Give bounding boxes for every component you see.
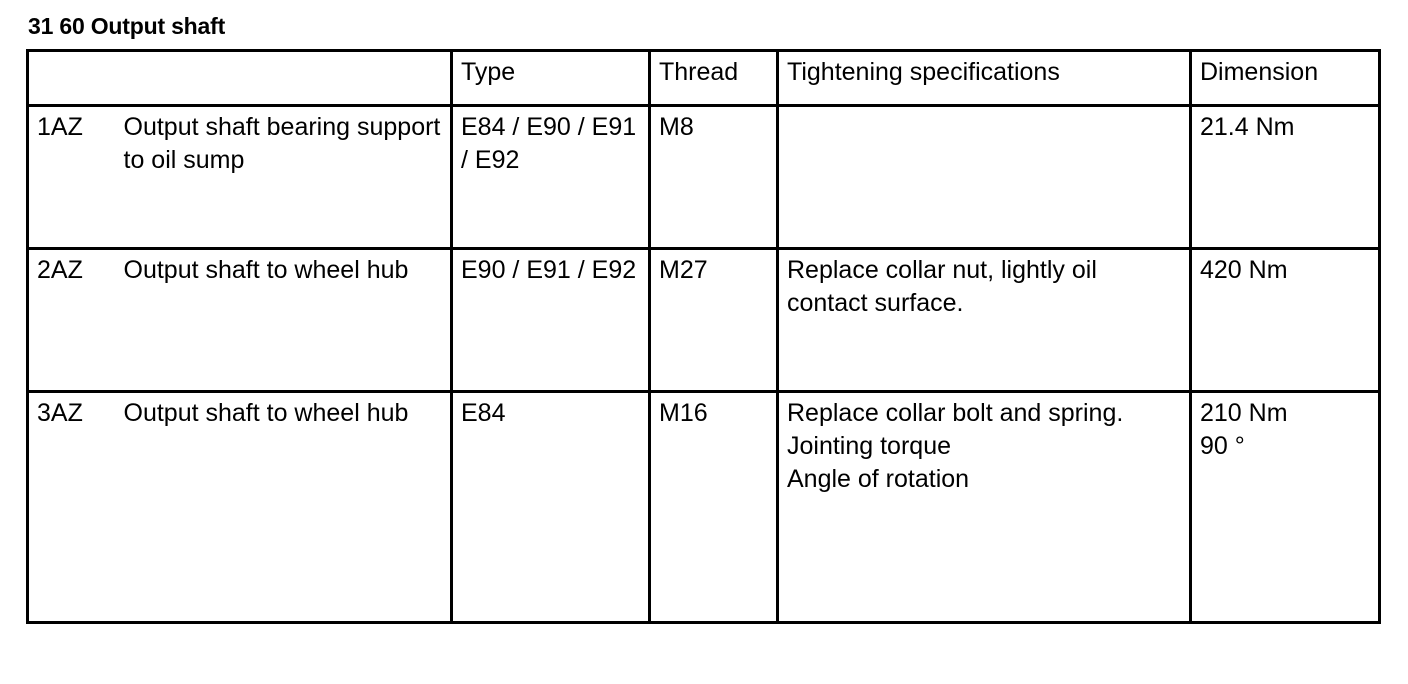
table-row xyxy=(28,392,1380,623)
row-dimension: 21.4 Nm xyxy=(1191,106,1380,249)
table-header-row xyxy=(28,51,1380,106)
row-id: 3AZ xyxy=(28,392,116,623)
header-tightening-specifications: Tightening specifications xyxy=(778,51,1191,106)
header-dimension: Dimension xyxy=(1191,51,1380,106)
row-type: E84 / E90 / E91 / E92 xyxy=(452,106,650,249)
table-row xyxy=(28,249,1380,392)
header-type: Type xyxy=(452,51,650,106)
row-tightening xyxy=(778,106,1191,249)
row-id: 2AZ xyxy=(28,249,116,392)
row-thread: M8 xyxy=(650,106,778,249)
row-id: 1AZ xyxy=(28,106,116,249)
row-tightening-angle-of-rotation: Angle of rotation xyxy=(787,465,970,494)
table-body xyxy=(28,106,1380,623)
row-description: Output shaft to wheel hub xyxy=(116,249,452,392)
table-row xyxy=(28,106,1380,249)
row-dimension-angle: 90 ° xyxy=(1200,432,1245,461)
table-header xyxy=(28,51,1380,106)
header-blank xyxy=(28,51,452,106)
row-thread: M16 xyxy=(650,392,778,623)
page-title: 31 60 Output shaft xyxy=(28,13,226,39)
output-shaft-spec-table xyxy=(26,49,1381,624)
row-dimension: 420 Nm xyxy=(1191,249,1380,392)
row-description: Output shaft bearing support to oil sump xyxy=(116,106,452,249)
row-dimension-torque: 210 Nm xyxy=(1200,399,1288,428)
header-thread: Thread xyxy=(650,51,778,106)
row-tightening xyxy=(778,392,1191,623)
row-type: E90 / E91 / E92 xyxy=(452,249,650,392)
row-dimension xyxy=(1191,392,1380,623)
row-description: Output shaft to wheel hub xyxy=(116,392,452,623)
row-tightening: Replace collar nut, lightly oil contact surface. xyxy=(778,249,1191,392)
row-tightening-primary: Replace collar bolt and spring. xyxy=(787,399,1124,428)
row-tightening-jointing-torque: Jointing torque xyxy=(787,432,952,461)
row-thread: M27 xyxy=(650,249,778,392)
row-type: E84 xyxy=(452,392,650,623)
